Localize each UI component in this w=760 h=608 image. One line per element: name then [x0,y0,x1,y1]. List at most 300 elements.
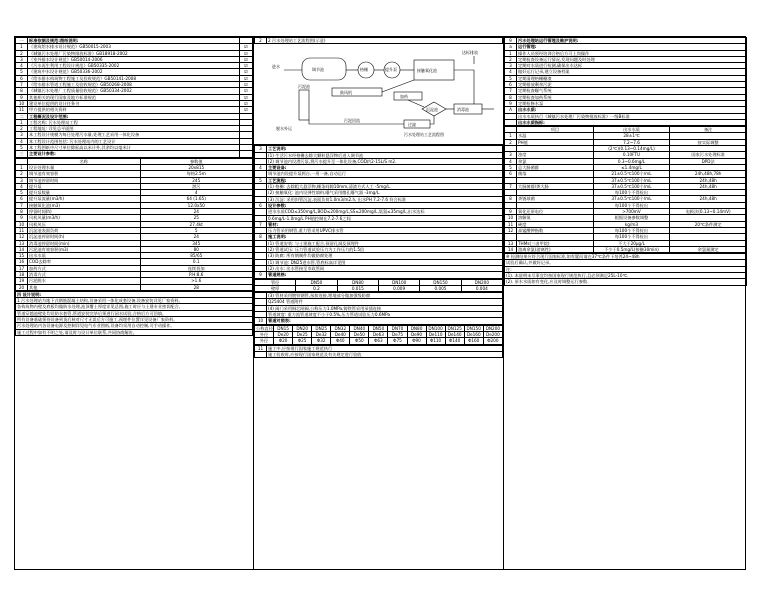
diameter-cell: De140 [445,331,464,337]
row-number: 8 [505,94,517,100]
row-text: 做好运行记录,建立设备档案 [517,69,747,75]
operation-notes-table [504,37,747,126]
quality-remark: DPD法 [670,158,747,164]
row-text: 工程名称: 污水处理站工程 [28,119,240,125]
row-text: 进水水质COD≤350mg/L,BOD≤200mg/L,SS≤200mg/L,氨氮≤35mg/L,出水达标 [267,209,503,215]
pipe-cell: 0.005 [420,285,461,291]
param-value: 245 [140,177,253,183]
diameter-cell: Φ25 [293,338,312,344]
process-notes-table [254,145,503,278]
quality-value: 7.2~7.6 [593,139,670,145]
row-text: 主要设备: [267,165,503,171]
quality-remark: 20℃条件测定 [670,221,747,227]
row-text: 《城镇污水处理厂工程质量验收规范》GB50334-2002 [28,88,240,94]
param-value: 潜污 [140,183,253,189]
row-number: 2 [505,56,517,62]
pipe-cell: DN200 [461,279,502,285]
row-number: 4 [505,158,517,164]
row-text: 定期检修水泵 [517,100,747,106]
diameter-cell: Φ63 [369,338,388,344]
row-number: 3 [16,56,28,62]
diameter-cell: De110 [426,331,445,337]
row-number: 7 [505,88,517,94]
label-disinfect: 消毒池 [457,107,469,113]
row-text: (3) 管材采用镀锌钢管,丝扣连接,埋地部分做加强级防腐 [267,293,503,299]
pipe-wall-table [254,279,503,293]
pipe-diameter-table [254,325,503,345]
row-text: 本工程设计规模为每日处理污水量,处理工艺采用一体化设备 [28,132,240,138]
param-value: 连续投加 [140,265,253,271]
label-return: 污泥回流 [344,118,360,124]
param-name: 调节池停留时间 [28,177,141,183]
pipe-cell: DN150 [420,279,461,285]
label-blower: 鼓风机 [340,90,352,96]
quality-value: 每100个不得检出 [593,190,670,196]
param-name: 风机风压 [28,221,141,227]
param-value: 345 [140,240,253,246]
row-text: 工程地址: 详见总平面图 [28,126,240,132]
diameter-cell: Φ32 [312,338,331,344]
table-row [255,285,503,291]
param-name: 接触氧化池(m3) [28,202,141,208]
row-text: 施工中,应按现行国家施工规范执行 [267,345,503,351]
row-text: (2) 管道试压: 压力管道试验压力为工作压力的1.5倍 [267,247,503,253]
quality-item: 总大肠菌群 [517,164,594,170]
quality-remark: 24h,48h,78h [670,171,747,177]
spec-table [15,37,253,158]
quality-value: 0.3~0.6mg/L [593,158,670,164]
row-text: 主要设计参数: [28,151,240,157]
param-value: 24 [140,209,253,215]
checkbox-icon: ☑ [240,88,253,94]
diameter-cell: 外径 [255,338,274,344]
quality-item: 溶解氧 [517,215,594,221]
quality-value: 每100个不得检出 [593,227,670,233]
row-number: 8 [16,88,28,94]
note-text: 管道穿越池壁处均设防水套管,管道安装完毕后须进行闭水试验,合格后方可回填。 [16,310,253,316]
quality-item: 高锰酸钾指数 [517,227,594,233]
row-text: 设计参数: [267,202,503,208]
quality-item: 硬度 [517,221,594,227]
param-value: 64 (1.65) [140,196,253,202]
quality-item: 游离余氯(游离性) [517,246,594,252]
diameter-cell: De63 [369,331,388,337]
diameter-cell: Φ110 [426,338,445,344]
row-text: 本工程图纸中尺寸单位除标高以米计外,其余均以毫米计 [28,145,240,151]
pipe-cell: 0.015 [337,285,378,291]
param-value: 20x815 [140,164,253,170]
row-text: (3) 防腐: 所有钢制件均做防腐处理 [267,253,503,259]
column-header: 名称 [28,158,141,164]
column-process [254,37,504,569]
quality-item: 氧化还原电位 [517,209,594,215]
row-number: 3 [16,177,28,183]
diameter-cell: DN25 [312,325,331,331]
row-number: 11 [16,107,28,113]
row-text: 压力管采用钢管,重力管采用UPVC排水管 [267,228,503,234]
checkbox-icon: ☑ [240,44,253,50]
row-text: 施工验收时,应按现行国家规范及有关规定进行验收 [267,351,503,357]
param-name: 提升泵数量 [28,190,141,196]
row-number: 9 [16,215,28,221]
diameter-cell: DN100 [426,325,445,331]
row-number: 5 [16,69,28,75]
diameter-cell: De50 [350,331,369,337]
diameter-cell: De200 [483,331,502,337]
row-number: 10 [255,318,267,324]
diameter-cell: DN125 [445,325,464,331]
table-row [255,318,503,324]
row-text: (4) 阀门采用铜芯闸阀,公称压力1.0MPa,铸铁管采用承插连接 [267,305,503,311]
row-text: (2) 接触氧化: 池内设弹性填料,曝气采用微孔曝气器 -3mg/L. [267,190,503,196]
table-row [505,279,747,285]
row-number: 20 [16,284,28,290]
row-number: 14 [505,246,517,252]
row-text: 管材: [267,221,503,227]
pipe-notes-table [254,292,503,324]
row-text: 定期检查设备运行情况,发现问题及时处理 [517,56,747,62]
row-number: 7 [16,202,28,208]
diameter-cell: DN50 [369,325,388,331]
param-name: 提升泵流量(m3/h) [28,196,141,202]
row-text: 定期排放剩余污泥 [517,82,747,88]
label-dose: 加药 [400,94,408,100]
diameter-cell: DN80 [407,325,426,331]
row-number: 5 [505,164,517,170]
checkbox-icon: ☑ [240,82,253,88]
row-text: 工程概况及设计范围: [28,113,240,119]
table-row [255,351,503,357]
param-name: 停留时间(h) [28,209,141,215]
quality-item: 浊度 [517,152,594,158]
quality-remark: 24h,48h [670,183,747,189]
row-number: 10 [505,215,517,221]
note-text: 施工过程中如有不明之处,请及时与设计单位联系,共同协商解决。 [16,329,253,335]
remarks-table [504,253,747,285]
table-row [505,246,747,252]
label-pump: 提升泵 [385,67,397,73]
quality-value: 37±0.5℃100个/mL [593,183,670,189]
row-number: a [505,44,517,50]
water-quality-table [504,126,747,253]
section-number: 2 [255,38,267,44]
diameter-cell: Φ50 [350,338,369,344]
diameter-cell: Φ75 [388,338,407,344]
pipe-cell: 0.2 [296,285,337,291]
quality-value: (2℃)(0.13~0.14mg/L) [593,146,670,152]
quality-item: THMs(三卤甲烷) [517,240,594,246]
table-row [16,329,253,335]
row-number: 9 [505,100,517,106]
label-screen: 格栅 [360,67,368,73]
param-value: 85/65 [140,253,253,259]
note-text: 1 污水处理站为地下式钢筋混凝土结构,设备采用一体化成套设备,设备安装详见厂家资料。 [16,298,253,304]
diameter-cell: De25 [293,331,312,337]
quality-remark: 电极法(0.13~0.14mV) [670,209,747,215]
checkbox-icon: ☑ [240,56,253,62]
checkbox-icon: ☑ [240,100,253,106]
row-number: 3 [16,132,28,138]
quality-remark: 按实际调整 [670,139,747,145]
diameter-cell: De32 [312,331,331,337]
row-number: 16 [16,259,28,265]
param-name: 消毒方式 [28,271,141,277]
label-inlet: 进水 [272,64,280,70]
row-text: 其他相关的现行国家及地方标准规范 [28,94,240,100]
row-number: 3 [505,152,517,158]
pipe-cell: DN80 [337,279,378,285]
diameter-cell: DN70 [388,325,407,331]
row-number: 7 [505,183,517,189]
process-flow-diagram [254,44,503,145]
row-number: 5 [505,75,517,81]
row-number: 3 [255,146,267,152]
design-params-table [15,158,253,291]
row-text: 管道坡度: 重力流管道坡度不小于0.5%,压力管道试验压力0.6MPa [267,312,503,318]
row-number: 10 [16,100,28,106]
diameter-cell: 公称直径 [256,325,273,331]
dose-shape [394,92,422,100]
row-text: 出水水质指标: [517,119,747,125]
row-number: 8 [16,209,28,215]
diameter-cell: Φ200 [483,338,502,344]
param-value: 28 [140,284,253,290]
note-text: 所有设备基础须待设备到货后核对尺寸无误后方可施工,预埋件位置详见设备厂家资料。 [16,317,253,323]
checkbox-icon: ☑ [240,75,253,81]
row-number: 4 [505,69,517,75]
remark-text: (2). 原水水质如有变化,应及时调整运行参数. [505,279,747,285]
row-text: 定期对水质进行检测,确保出水达标 [517,63,747,69]
sludge-tank-shape [299,90,309,120]
row-number: 14 [16,246,28,252]
quality-item: 粪链球菌 [517,196,594,202]
label-contact: 接触氧化池 [417,68,437,74]
row-text: 出水水质: [517,107,747,113]
diameter-cell: DN32 [331,325,350,331]
row-number: 2 [16,126,28,132]
row-number: 5 [16,190,28,196]
label-sediment: 沉淀池 [426,107,438,113]
row-number: 6 [255,202,267,208]
remark-text: 注: [505,266,747,272]
row-number: A [505,107,517,113]
pipe-cell: 0.004 [461,285,502,291]
param-name: 污泥脱水 [28,278,141,284]
row-number: 10 [16,221,28,227]
row-number: 9 [255,272,267,278]
diameter-cell: De20 [274,331,293,337]
row-text: 《建筑给水排水设计规范》GB50015-2003 [28,44,240,50]
param-value: 12.0x50 [140,202,253,208]
row-number: 3 [505,63,517,69]
row-text: 定期检查加药系统 [517,94,747,100]
row-number: 2 [16,50,28,56]
param-name: 其他 [28,284,141,290]
row-number: 6 [505,171,517,177]
row-text: 0.6mg/L-1.0mg/L PH值控制在7.2-7.6之间 [267,215,503,221]
quality-value: 28±1℃ [593,133,670,139]
row-text: (1) 调节池: DN25进水管,管底标高详见图 [267,259,503,265]
quality-remark: 国家污水处理标准 [670,152,747,158]
row-number: 12 [505,227,517,233]
quality-value: 每100个不得检出 [593,234,670,240]
checkbox-icon: ☑ [240,69,253,75]
row-number: 17 [16,265,28,271]
diameter-cell: DN150 [464,325,483,331]
row-number: 5 [16,145,28,151]
pipe-cell: DN50 [296,279,337,285]
row-text: 定期清理格栅栅渣 [517,75,747,81]
quality-value: 37±0.5℃100个/mL [593,196,670,202]
row-text: 甲方提供的相关资料 [28,107,240,113]
row-text: 操作人员须经培训合格后方可上岗操作 [517,50,747,56]
row-text: 《建筑中水设计规范》GB50336-2002 [28,69,240,75]
pipe-cell: 壁厚 [255,285,296,291]
param-name: 沉淀池表面负荷 [28,227,141,233]
diameter-cell: Φ140 [445,338,464,344]
row-number: 11 [16,227,28,233]
diameter-cell: Φ90 [407,338,426,344]
row-text: 调节池内设提升泵两台,一用一备,自动运行 [267,171,503,177]
diameter-cell: Φ40 [331,338,350,344]
param-value: 4 [140,190,253,196]
row-text: 《室外排水设计规范》GB50014-2006 [28,56,240,62]
row-text: (1) 管道安装: 与土建施工配合,预留孔洞及预埋件 [267,240,503,246]
row-text: 标准依据及规范:图纸说明: [28,38,240,44]
row-number: 1 [16,44,28,50]
column-header: 备注 [670,127,747,133]
remark-text: 试验后确认,并做好记录。 [505,260,747,266]
empty-cell [240,151,253,157]
quality-value: 每100个不得检出 [593,202,670,208]
design-notes-table [15,291,253,336]
row-number: 1 [505,50,517,56]
param-value: >1.6 [140,278,253,284]
diameter-cell: DN200 [483,325,502,331]
param-value: 24 [140,234,253,240]
row-number: 7 [255,221,267,227]
row-text: Q25404 管道附件 [267,299,503,305]
note-text: 污水处理站内各设备电源及控制详见电气专业图纸,设备均采用自动控制,可手动操作。 [16,323,253,329]
row-number: 8 [505,196,517,202]
row-number: 9 [505,209,517,215]
row-number: 1 [505,133,517,139]
row-text: 工艺说明: [267,146,503,152]
column-header: 出水水质 [593,127,670,133]
pipe-cell: 0.009 [378,285,419,291]
quality-value: kg/m3 [593,221,670,227]
label-sludge: 污泥池 [298,84,310,90]
param-value: 80 [140,246,253,252]
row-text: 《城镇污水处理厂污染物排放标准》GB18918-2002 [28,50,240,56]
row-text: (3) 沉淀: 采用斜管沉淀,表面负荷1.0m3/m2.h, 出水PH 7.2-7.6 符合标准 [267,196,503,202]
row-text: (1) 格栅: 去除粗大悬浮物,栅条间隙10mm,清渣方式人工 -5mg/L. [267,184,503,190]
diameter-cell: DN40 [350,325,369,331]
checkbox-icon: ☑ [240,50,253,56]
row-number: 11 [255,345,267,351]
table-row [255,272,503,278]
notes-title: 四 设计说明: [16,291,253,297]
diameter-cell: DN20 [293,325,312,331]
row-number: 4 [16,183,28,189]
diameter-cell: DN15 [274,325,293,331]
param-name: 风机风量(m3/h) [28,215,141,221]
param-name: 提升泵 [28,183,141,189]
diameter-cell: Φ20 [274,338,293,344]
row-number: 1 [16,164,28,170]
row-number: 9 [16,94,28,100]
quality-item: 余氯 [517,158,594,164]
param-value: P.H:8.6 [140,271,253,277]
table-row [505,119,747,125]
diagram-caption: 污水处理站工艺流程图 [404,132,444,138]
row-number: 8 [255,234,267,240]
row-text: 工艺流程: [267,177,503,183]
diameter-cell: De160 [464,331,483,337]
column-general-notes [15,37,254,569]
quality-value: >700mV [593,209,670,215]
row-number: 9 [505,38,517,44]
param-value: 0.1 [140,259,253,265]
row-text: 定期检查曝气系统 [517,88,747,94]
quality-value: 37±0.5℃100个/mL [593,177,670,183]
row-text: 《给水排水管道工程施工及验收规范》GB50268-2008 [28,82,240,88]
checkbox-icon: ☑ [240,94,253,100]
row-number: 11 [505,221,517,227]
param-name: COD去除率 [28,259,141,265]
remark-text: (1). 本说明未尽事宜均按国家现行规范执行,且必须满足25L-10℃. [505,272,747,278]
label-dewater: 脱水外运 [276,126,292,132]
row-text: 出水水质执行《城镇污水处理厂污染物排放标准》一级B标准 [517,113,747,119]
row-number: 13 [505,240,517,246]
table-row [16,284,253,290]
row-text: 运行管理: [517,44,747,50]
table-row [505,183,747,189]
label-outlet: 达标排放 [462,50,478,56]
row-number: 4 [16,63,28,69]
row-number: 5 [255,177,267,183]
row-number: 13 [16,240,28,246]
param-name: 沉淀池停留时间(h) [28,234,141,240]
quality-value: 不少于0.5mg/L(接触30min) [593,246,670,252]
param-name: 污泥池有效容积(m3) [28,246,141,252]
diameter-cell: Φ160 [464,338,483,344]
row-number: 7 [16,82,28,88]
row-number: 6 [505,82,517,88]
param-name: 设计处理水量 [28,164,141,170]
table-row [255,338,503,344]
label-filter: 过滤 [408,122,416,128]
row-text: 《污水再生利用工程设计规范》GB50335-2002 [28,63,240,69]
pipe-cell: DN100 [378,279,419,285]
row-number: 19 [16,278,28,284]
row-number: 18 [16,271,28,277]
param-value: 每格2.5m [140,171,253,177]
row-number: 4 [16,138,28,144]
quality-item: 大肠菌群/粪大肠 [517,183,594,189]
quality-value: 0.10FTU [593,152,670,158]
row-text: 《给水排水构筑物工程施工及验收规范》GB50141-2008 [28,75,240,81]
quality-value: 根据设备参数调整 [593,215,670,221]
quality-item: 菌落 [517,171,594,177]
diameter-cell: 外径 [255,331,274,337]
regulate-tank-shape [302,58,346,80]
row-text: 施工说明: [267,234,503,240]
quality-item: PH值 [517,139,594,145]
row-number: 4 [255,165,267,171]
diameter-cell: De40 [331,331,350,337]
param-value: 25 [140,215,253,221]
